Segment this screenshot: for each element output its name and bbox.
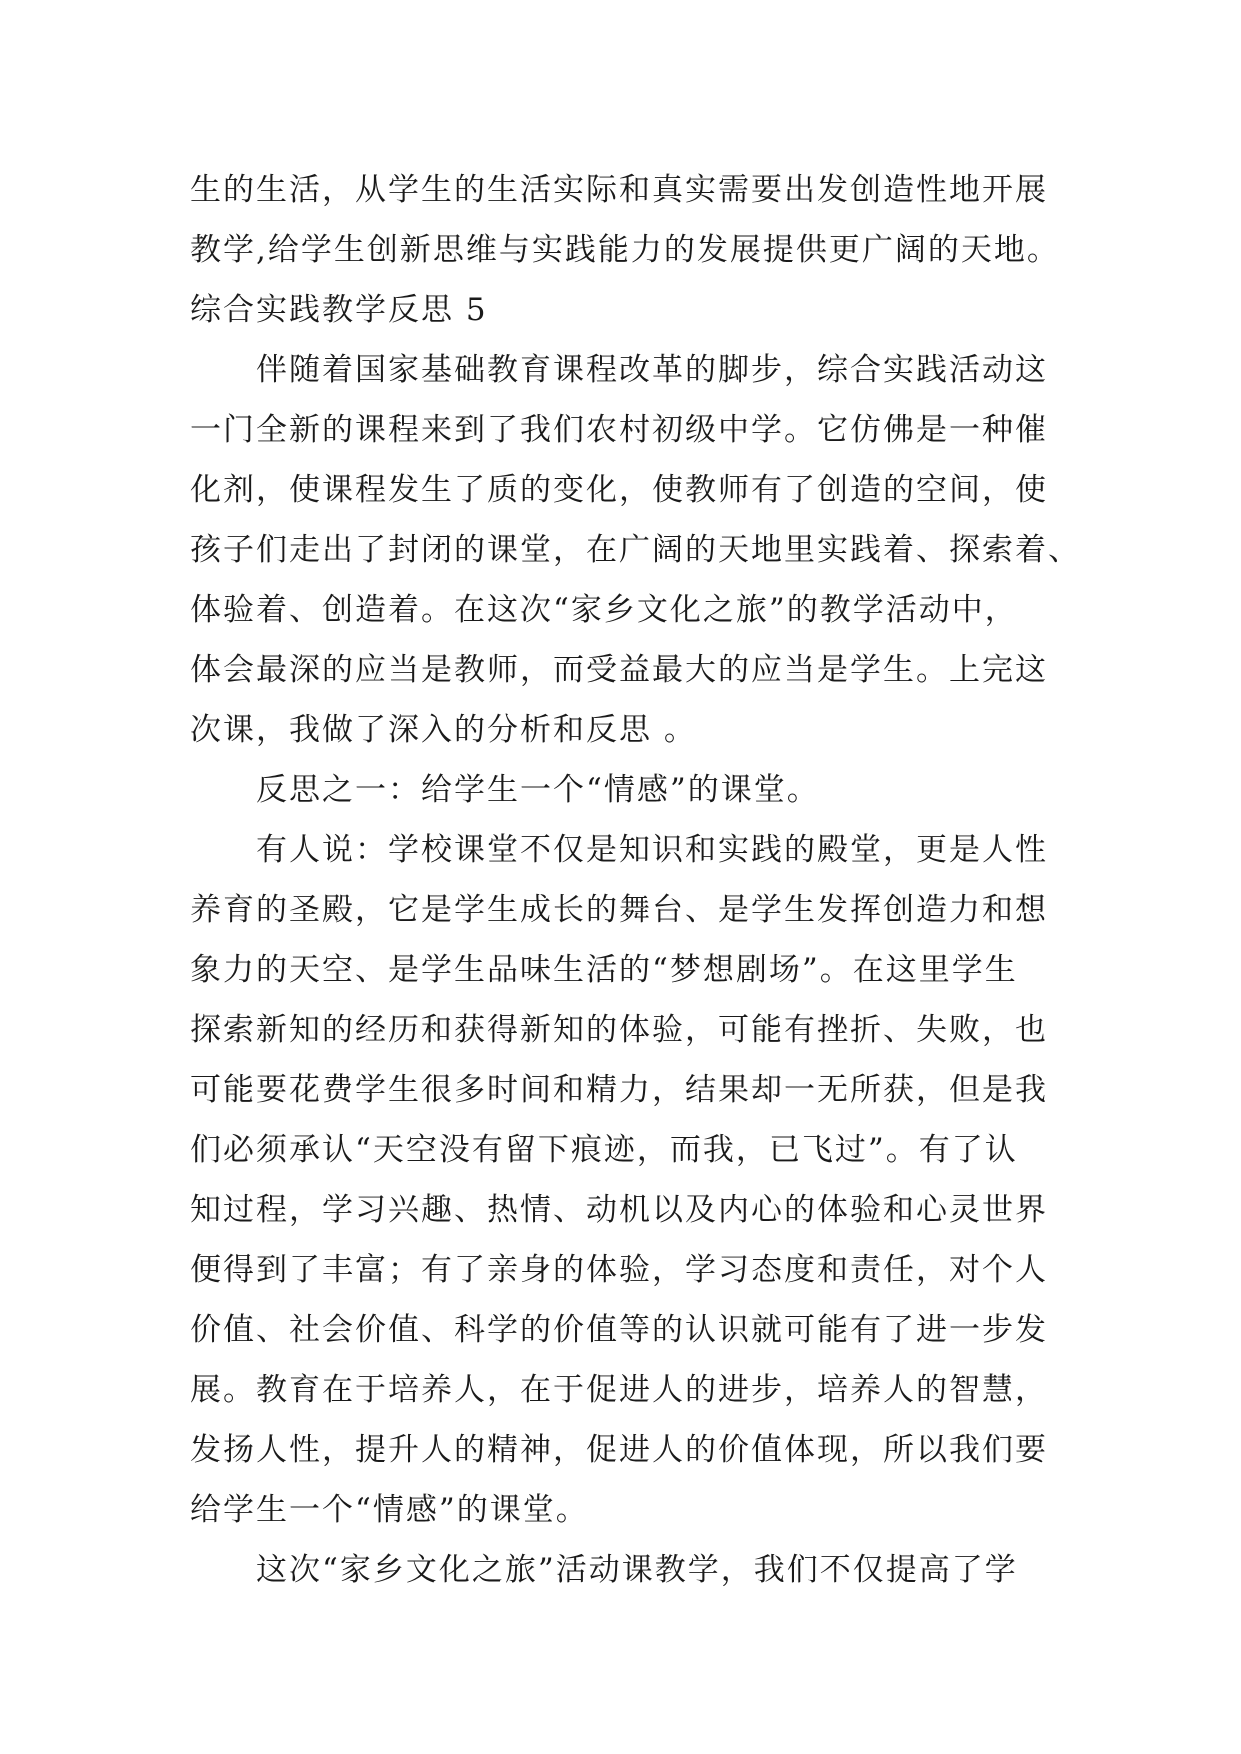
text-line: 给学生一个“情感”的课堂。: [190, 1492, 589, 1528]
text-line: 发扬人性，提升人的精神，促进人的价值体现，所以我们要: [190, 1432, 1048, 1468]
text-line: 便得到了丰富；有了亲身的体验，学习态度和责任，对个人: [190, 1252, 1048, 1288]
text-line: 教学,给学生创新思维与实践能力的发展提供更广阔的天地。: [190, 232, 1060, 268]
text-line: 化剂，使课程发生了质的变化，使教师有了创造的空间，使: [190, 472, 1048, 508]
text-line: 体验着、创造着。在这次“家乡文化之旅”的教学活动中，: [190, 592, 1018, 628]
text-line: 知过程，学习兴趣、热情、动机以及内心的体验和心灵世界: [190, 1192, 1048, 1228]
text-line: 伴随着国家基础教育课程改革的脚步，综合实践活动这: [256, 352, 1048, 388]
body-text: [190, 160, 1081, 1600]
text-line: 有人说：学校课堂不仅是知识和实践的殿堂，更是人性: [256, 832, 1048, 868]
text-line: 孩子们走出了封闭的课堂，在广阔的天地里实践着、探索着、: [190, 532, 1081, 568]
subheading-line: 反思之一：给学生一个“情感”的课堂。: [256, 772, 820, 808]
text-line: 们必须承认“天空没有留下痕迹，而我，已飞过”。有了认: [190, 1132, 1018, 1168]
section-heading: 综合实践教学反思 5: [190, 292, 488, 328]
text-line: 一门全新的课程来到了我们农村初级中学。它仿佛是一种催: [190, 412, 1048, 448]
text-line: 养育的圣殿，它是学生成长的舞台、是学生发挥创造力和想: [190, 892, 1048, 928]
text-line: 可能要花费学生很多时间和精力，结果却一无所获，但是我: [190, 1072, 1048, 1108]
text-line: 这次“家乡文化之旅”活动课教学，我们不仅提高了学: [256, 1552, 1018, 1588]
text-line: 次课，我做了深入的分析和反思 。: [190, 712, 697, 748]
text-line: 价值、社会价值、科学的价值等的认识就可能有了进一步发: [190, 1312, 1048, 1348]
text-line: 展。教育在于培养人，在于促进人的进步，培养人的智慧，: [190, 1372, 1048, 1408]
text-line: 象力的天空、是学生品味生活的“梦想剧场”。在这里学生: [190, 952, 1018, 988]
text-line: 探索新知的经历和获得新知的体验，可能有挫折、失败，也: [190, 1012, 1048, 1048]
text-line: 生的生活，从学生的生活实际和真实需要出发创造性地开展: [190, 172, 1048, 208]
text-line: 体会最深的应当是教师，而受益最大的应当是学生。上完这: [190, 652, 1048, 688]
